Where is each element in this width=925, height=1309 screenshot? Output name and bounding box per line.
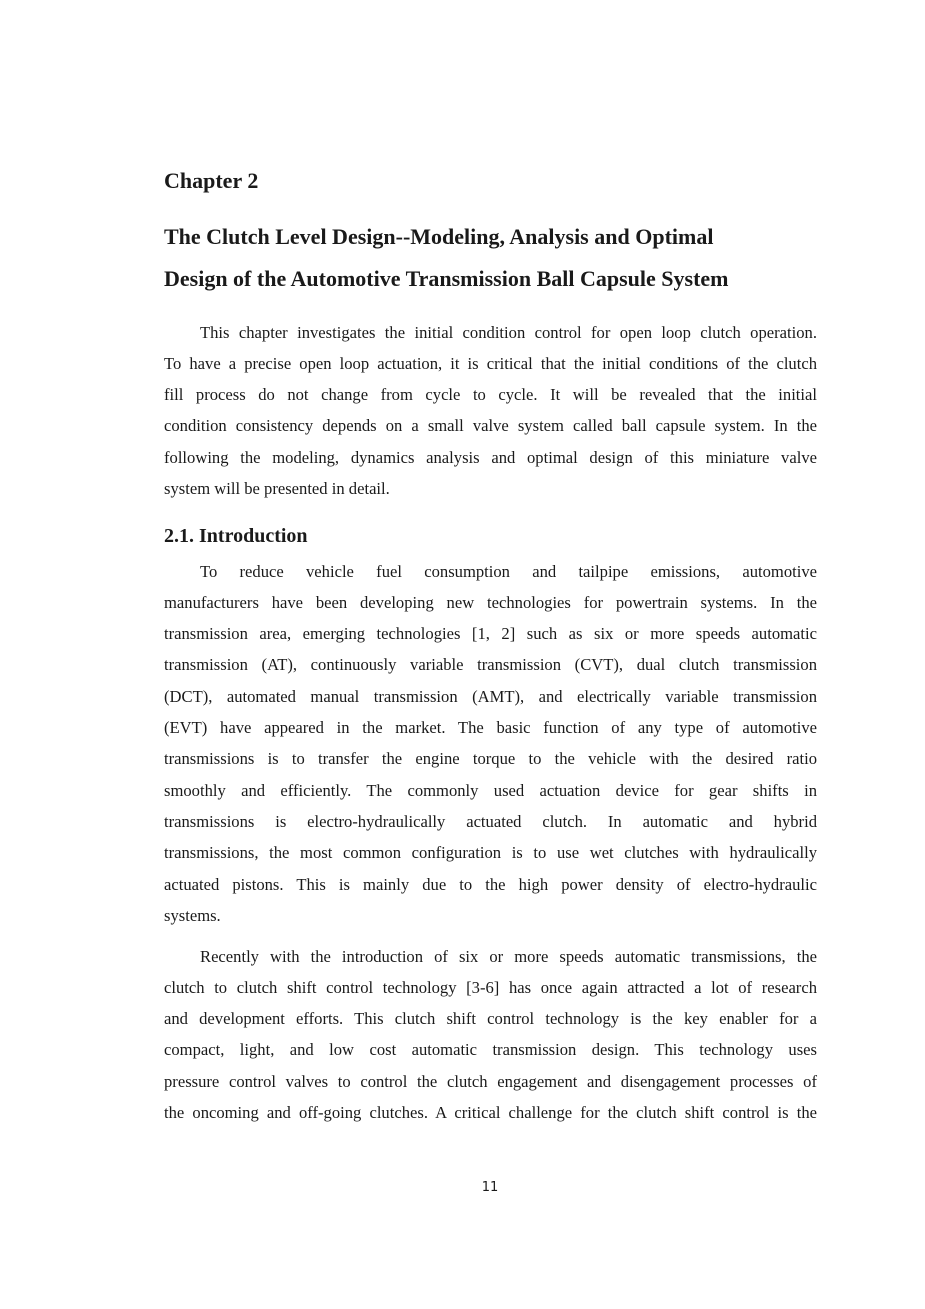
paragraph-3-line: clutch to clutch shift control technology [3-6] has once again attracted a lot of research [164,977,817,997]
paragraph-2-line: smoothly and efficiently. The commonly used actuation device for gear shifts in [164,780,817,800]
section-heading: 2.1. Introduction [164,525,308,547]
paragraph-1-line: fill process do not change from cycle to cycle. It will be revealed that the initial [164,385,817,405]
paragraph-1-line: condition consistency depends on a small valve system called ball capsule system. In the [164,416,817,436]
paragraph-1-line: following the modeling, dynamics analysis and optimal design of this miniature valve [164,447,817,467]
paragraph-2-line: transmissions is electro-hydraulically actuated clutch. In automatic and hybrid [164,811,817,831]
paragraph-2-line: systems. [164,905,221,925]
paragraph-2-line: (EVT) have appeared in the market. The basic function of any type of automotive [164,718,817,737]
paragraph-2-line: transmissions, the most common configuration is to use wet clutches with hydraulically [164,843,817,863]
paragraph-2-line: actuated pistons. This is mainly due to the high power density of electro-hydraulic [164,874,817,894]
chapter-title-line-2: Design of the Automotive Transmission Ball Capsule System [164,266,729,291]
paragraph-2-line: transmission (AT), continuously variable transmission (CVT), dual clutch transmission [164,655,817,675]
paragraph-3-line: Recently with the introduction of six or more speeds automatic transmissions, the [200,946,817,966]
paragraph-3-line: the oncoming and off-going clutches. A critical challenge for the clutch shift control is the [164,1103,817,1122]
paragraph-3-line: pressure control valves to control the clutch engagement and disengagement processes of [164,1071,817,1091]
paragraph-1-line: system will be presented in detail. [164,479,390,498]
paragraph-3-line: compact, light, and low cost automatic transmission design. This technology uses [164,1040,817,1060]
chapter-label: Chapter 2 [164,168,259,193]
paragraph-2-line: To reduce vehicle fuel consumption and tailpipe emissions, automotive [200,561,817,581]
paragraph-2-line: transmissions is to transfer the engine torque to the vehicle with the desired ratio [164,749,817,769]
paragraph-2-line: (DCT), automated manual transmission (AMT), and electrically variable transmission [164,686,817,706]
paragraph-2-line: transmission area, emerging technologies [1, 2] such as six or more speeds automatic [164,624,817,644]
paragraph-1-line: To have a precise open loop actuation, it is critical that the initial conditions of the clutch [164,353,817,373]
paragraph-3-line: and development efforts. This clutch shift control technology is the key enabler for a [164,1009,817,1029]
chapter-title-line-1: The Clutch Level Design--Modeling, Analysis and Optimal [164,224,714,249]
paragraph-1-line: This chapter investigates the initial condition control for open loop clutch operation. [200,322,817,342]
paragraph-2-line: manufacturers have been developing new technologies for powertrain systems. In the [164,592,817,612]
page-number: 11 [481,1180,499,1195]
